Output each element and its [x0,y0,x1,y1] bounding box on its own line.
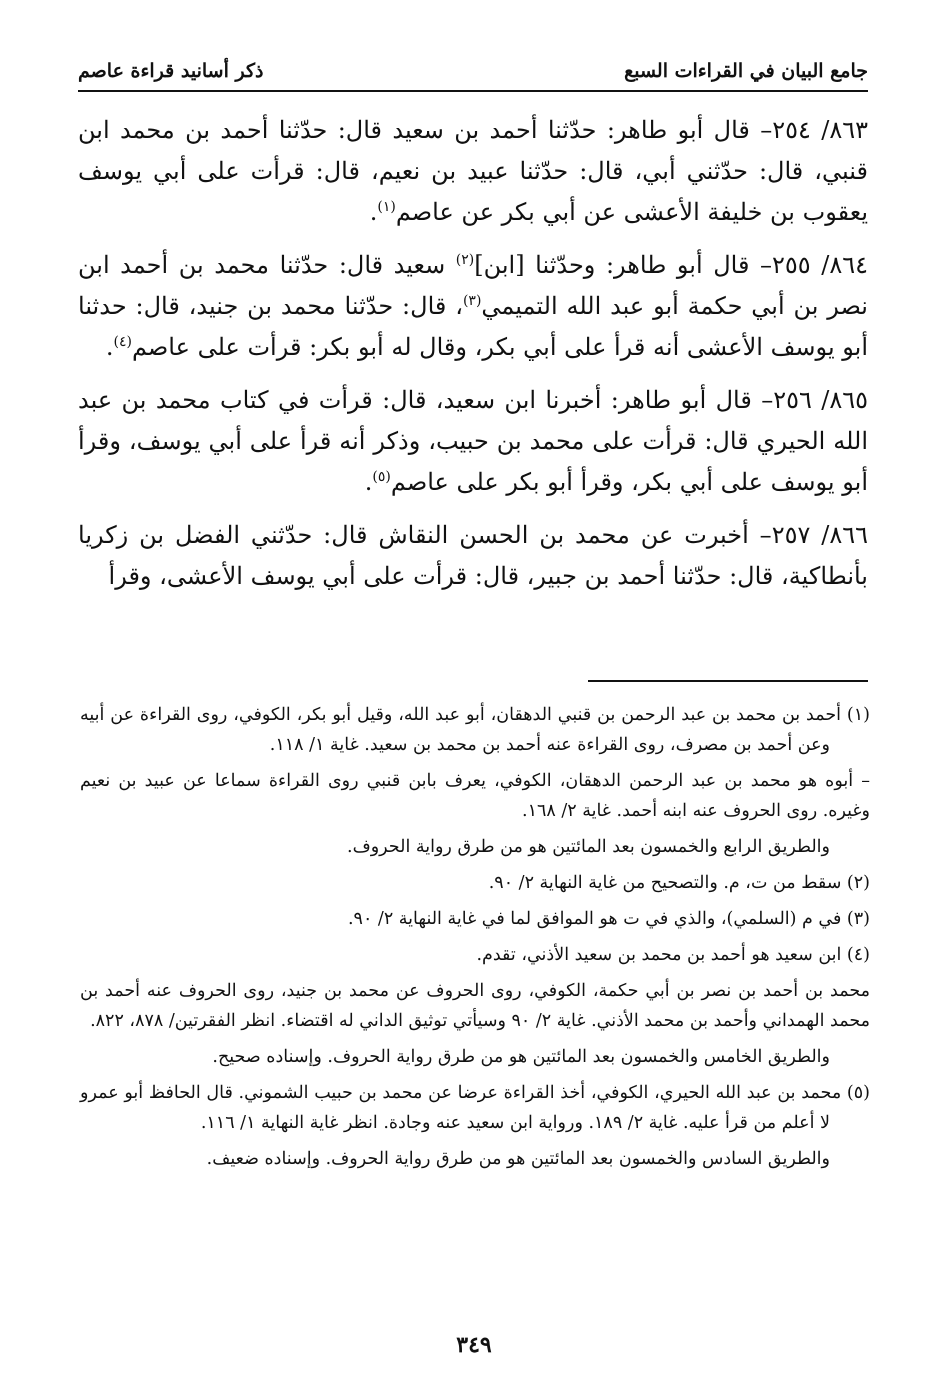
paragraph-text: ٨٦٦/ ٢٥٧– أخبرت عن محمد بن الحسن النقاش قال: حدّثني الفضل بن زكريا بأنطاكية، قال: حدّثنا أحمد بن جبير، قال: قرأت على أبي يوسف الأعشى، وقرأ [78,521,868,590]
period: . [105,333,114,361]
running-header [78,52,868,92]
footnote-ref[interactable]: (١) [377,199,396,215]
main-text [78,110,868,597]
footnote-4-note: محمد بن أحمد بن نصر بن أبي حكمة، الكوفي، روى الحروف عن محمد بن جنيد، روى الحروف عنه أحمد بن محمد الهمداني وأحمد بن محمد الأذني. غاية ٢/ ٩٠ وسيأتي توثيق الداني له اقتضاء. انظر الفقرتين/ ٨٧٨، ٨٢٢. [80,981,870,1031]
footnote-4: (٤) ابن سعيد هو أحمد بن محمد بن سعيد الأذني، تقدم. [476,945,870,965]
footnote-2: (٢) سقط من ت، م. والتصحيح من غاية النهاية ٢/ ٩٠. [488,873,870,893]
footnote-5-route: والطريق السادس والخمسون بعد المائتين هو من طرق رواية الحروف. وإسناده ضعيف. [206,1149,830,1169]
period: . [369,198,378,226]
paragraph-text: ٨٦٣/ ٢٥٤– قال أبو طاهر: حدّثنا أحمد بن سعيد قال: حدّثنا أحمد بن محمد ابن قنبي، قال: حدّثني أبي، قال: حدّثنا عبيد بن نعيم، قال: قرأت على أبي يوسف يعقوب بن خليفة الأعشى عن أبي بكر عن عاصم [78,116,868,226]
paragraph-text: سعيد قال: حدّثنا محمد بن أحمد ابن نصر بن أبي حكمة أبو عبد الله التميمي [78,251,868,320]
footnote-3: (٣) في م (السلمي)، والذي في ت هو الموافق لما في غاية النهاية ٢/ ٩٠. [347,909,870,929]
paragraph-text: ، قال: حدّثنا محمد بن جنيد، قال: حدثنا أبو يوسف الأعشى أنه قرأ على أبي بكر، وقال له أبو بكر: قرأت على عاصم [78,292,868,361]
footnote-ref[interactable]: (٣) [462,293,482,309]
footnote-1-route: والطريق الرابع والخمسون بعد المائتين هو من طرق رواية الحروف. [347,837,830,857]
paragraph-864 [78,245,868,368]
section-title: ذكر أسانيد قراءة عاصم [78,60,264,82]
paragraph-863 [78,110,868,233]
footnote-ref[interactable]: (٤) [113,334,132,350]
paragraph-text: ٨٦٤/ ٢٥٥– قال أبو طاهر: وحدّثنا [ابن] [474,251,868,279]
period: . [364,468,373,496]
footnote-ref[interactable]: (٥) [372,469,391,485]
paragraph-text: ٨٦٥/ ٢٥٦– قال أبو طاهر: أخبرنا ابن سعيد، قال: قرأت في كتاب محمد بن عبد الله الحيري قال: قرأت على محمد بن حبيب، وذكر أنه قرأ على أبي يوسف، وقرأ أبو يوسف على أبي بكر، وقرأ أبو بكر على عاصم [78,386,868,496]
footnote-1-note: – أبوه هو محمد بن عبد الرحمن الدهقان، الكوفي، يعرف بابن قنبي روى القراءة سماعا عن عبيد بن نعيم وغيره. روى الحروف عنه ابنه أحمد. غاية ٢/ ١٦٨. [80,771,870,821]
paragraph-865 [78,380,868,503]
book-title: جامع البيان في القراءات السبع [624,60,868,82]
footnotes [80,700,870,1180]
footnote-4-route: والطريق الخامس والخمسون بعد المائتين هو من طرق رواية الحروف. وإسناده صحيح. [212,1047,830,1067]
footnote-1: (١) أحمد بن محمد بن عبد الرحمن بن قنبي الدهقان، أبو عبد الله، وقيل أبو بكر، الكوفي، روى القراءة عن أبيه وعن أحمد بن مصرف، روى القراءة عنه أحمد بن محمد بن سعيد. غاية ١/ ١١٨. [80,705,870,755]
footnote-separator [588,680,868,682]
paragraph-866 [78,515,868,597]
footnote-ref[interactable]: (٢) [455,252,475,268]
page-number: ٣٤٩ [456,1332,492,1358]
footnote-5: (٥) محمد بن عبد الله الحيري، الكوفي، أخذ القراءة عرضا عن محمد بن حبيب الشموني. قال الحافظ أبو عمرو لا أعلم من قرأ عليه. غاية ٢/ ١٨٩. ورواية ابن سعيد عنه وجادة. انظر غاية النهاية ١/ ١١٦. [80,1083,870,1133]
